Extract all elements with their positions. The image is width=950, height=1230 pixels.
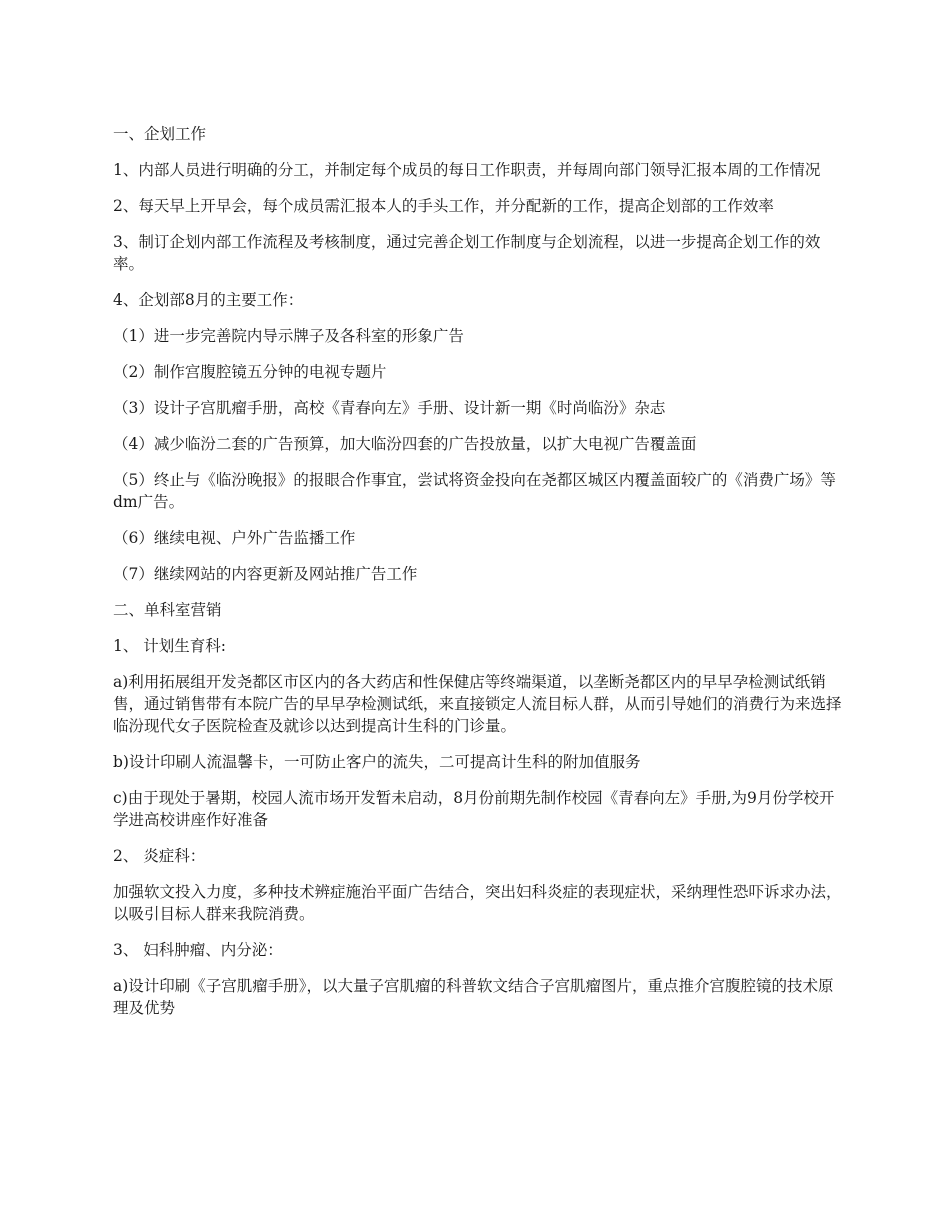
subsection-heading: 3、 妇科肿瘤、内分泌： xyxy=(113,941,283,959)
paragraph: a)利用拓展组开发尧都区市区内的各大药店和性保健店等终端渠道，以垄断尧都区内的早早孕检测试纸销售，通过销售带有本院广告的早早孕检测试纸，来直接锁定人流目标人群，从而引导她们的消费行为来选择临汾现代女子医院检查及就诊以达到提高计生科的门诊量。 xyxy=(113,673,842,735)
section-heading-planning: 一、企划工作 xyxy=(113,125,207,143)
paragraph: 3、制订企划内部工作流程及考核制度，通过完善企划工作制度与企划流程，以进一步提高企划工作的效率。 xyxy=(113,233,821,273)
list-item: （6）继续电视、户外广告监播工作 xyxy=(113,529,356,547)
paragraph: 4、企划部8月的主要工作： xyxy=(113,291,304,309)
paragraph: 1、内部人员进行明确的分工，并制定每个成员的每日工作职责，并每周向部门领导汇报本周的工作情况 xyxy=(113,161,821,179)
document-body xyxy=(113,123,843,1033)
paragraph: 2、每天早上开早会，每个成员需汇报本人的手头工作，并分配新的工作，提高企划部的工作效率 xyxy=(113,197,774,215)
list-item: （5）终止与《临汾晚报》的报眼合作事宜，尝试将资金投向在尧都区城区内覆盖面较广的《消费广场》等dm广告。 xyxy=(113,471,836,511)
list-item: （3）设计子宫肌瘤手册，高校《青春向左》手册、设计新一期《时尚临汾》杂志 xyxy=(113,399,666,417)
section-heading-department-marketing: 二、单科室营销 xyxy=(113,601,222,619)
list-item: （4）减少临汾二套的广告预算，加大临汾四套的广告投放量，以扩大电视广告覆盖面 xyxy=(113,435,697,453)
subsection-heading: 2、 炎症科： xyxy=(113,847,206,865)
list-item: （2）制作宫腹腔镜五分钟的电视专题片 xyxy=(113,363,387,381)
subsection-heading: 1、 计划生育科: xyxy=(113,637,227,655)
paragraph: 加强软文投入力度，多种技术辨症施治平面广告结合，突出妇科炎症的表现症状，采纳理性恐吓诉求办法，以吸引目标人群来我院消费。 xyxy=(113,883,842,923)
list-item: （7）继续网站的内容更新及网站推广告工作 xyxy=(113,565,418,583)
list-item: （1）进一步完善院内导示牌子及各科室的形象广告 xyxy=(113,327,464,345)
paragraph: a)设计印刷《子宫肌瘤手册》，以大量子宫肌瘤的科普软文结合子宫肌瘤图片，重点推介宫腹腔镜的技术原理及优势 xyxy=(113,977,834,1017)
paragraph: b)设计印刷人流温馨卡，一可防止客户的流失，二可提高计生科的附加值服务 xyxy=(113,753,641,771)
paragraph: c)由于现处于暑期，校园人流市场开发暂未启动，8月份前期先制作校园《青春向左》手册,为9月份学校开学进高校讲座作好准备 xyxy=(113,789,835,829)
